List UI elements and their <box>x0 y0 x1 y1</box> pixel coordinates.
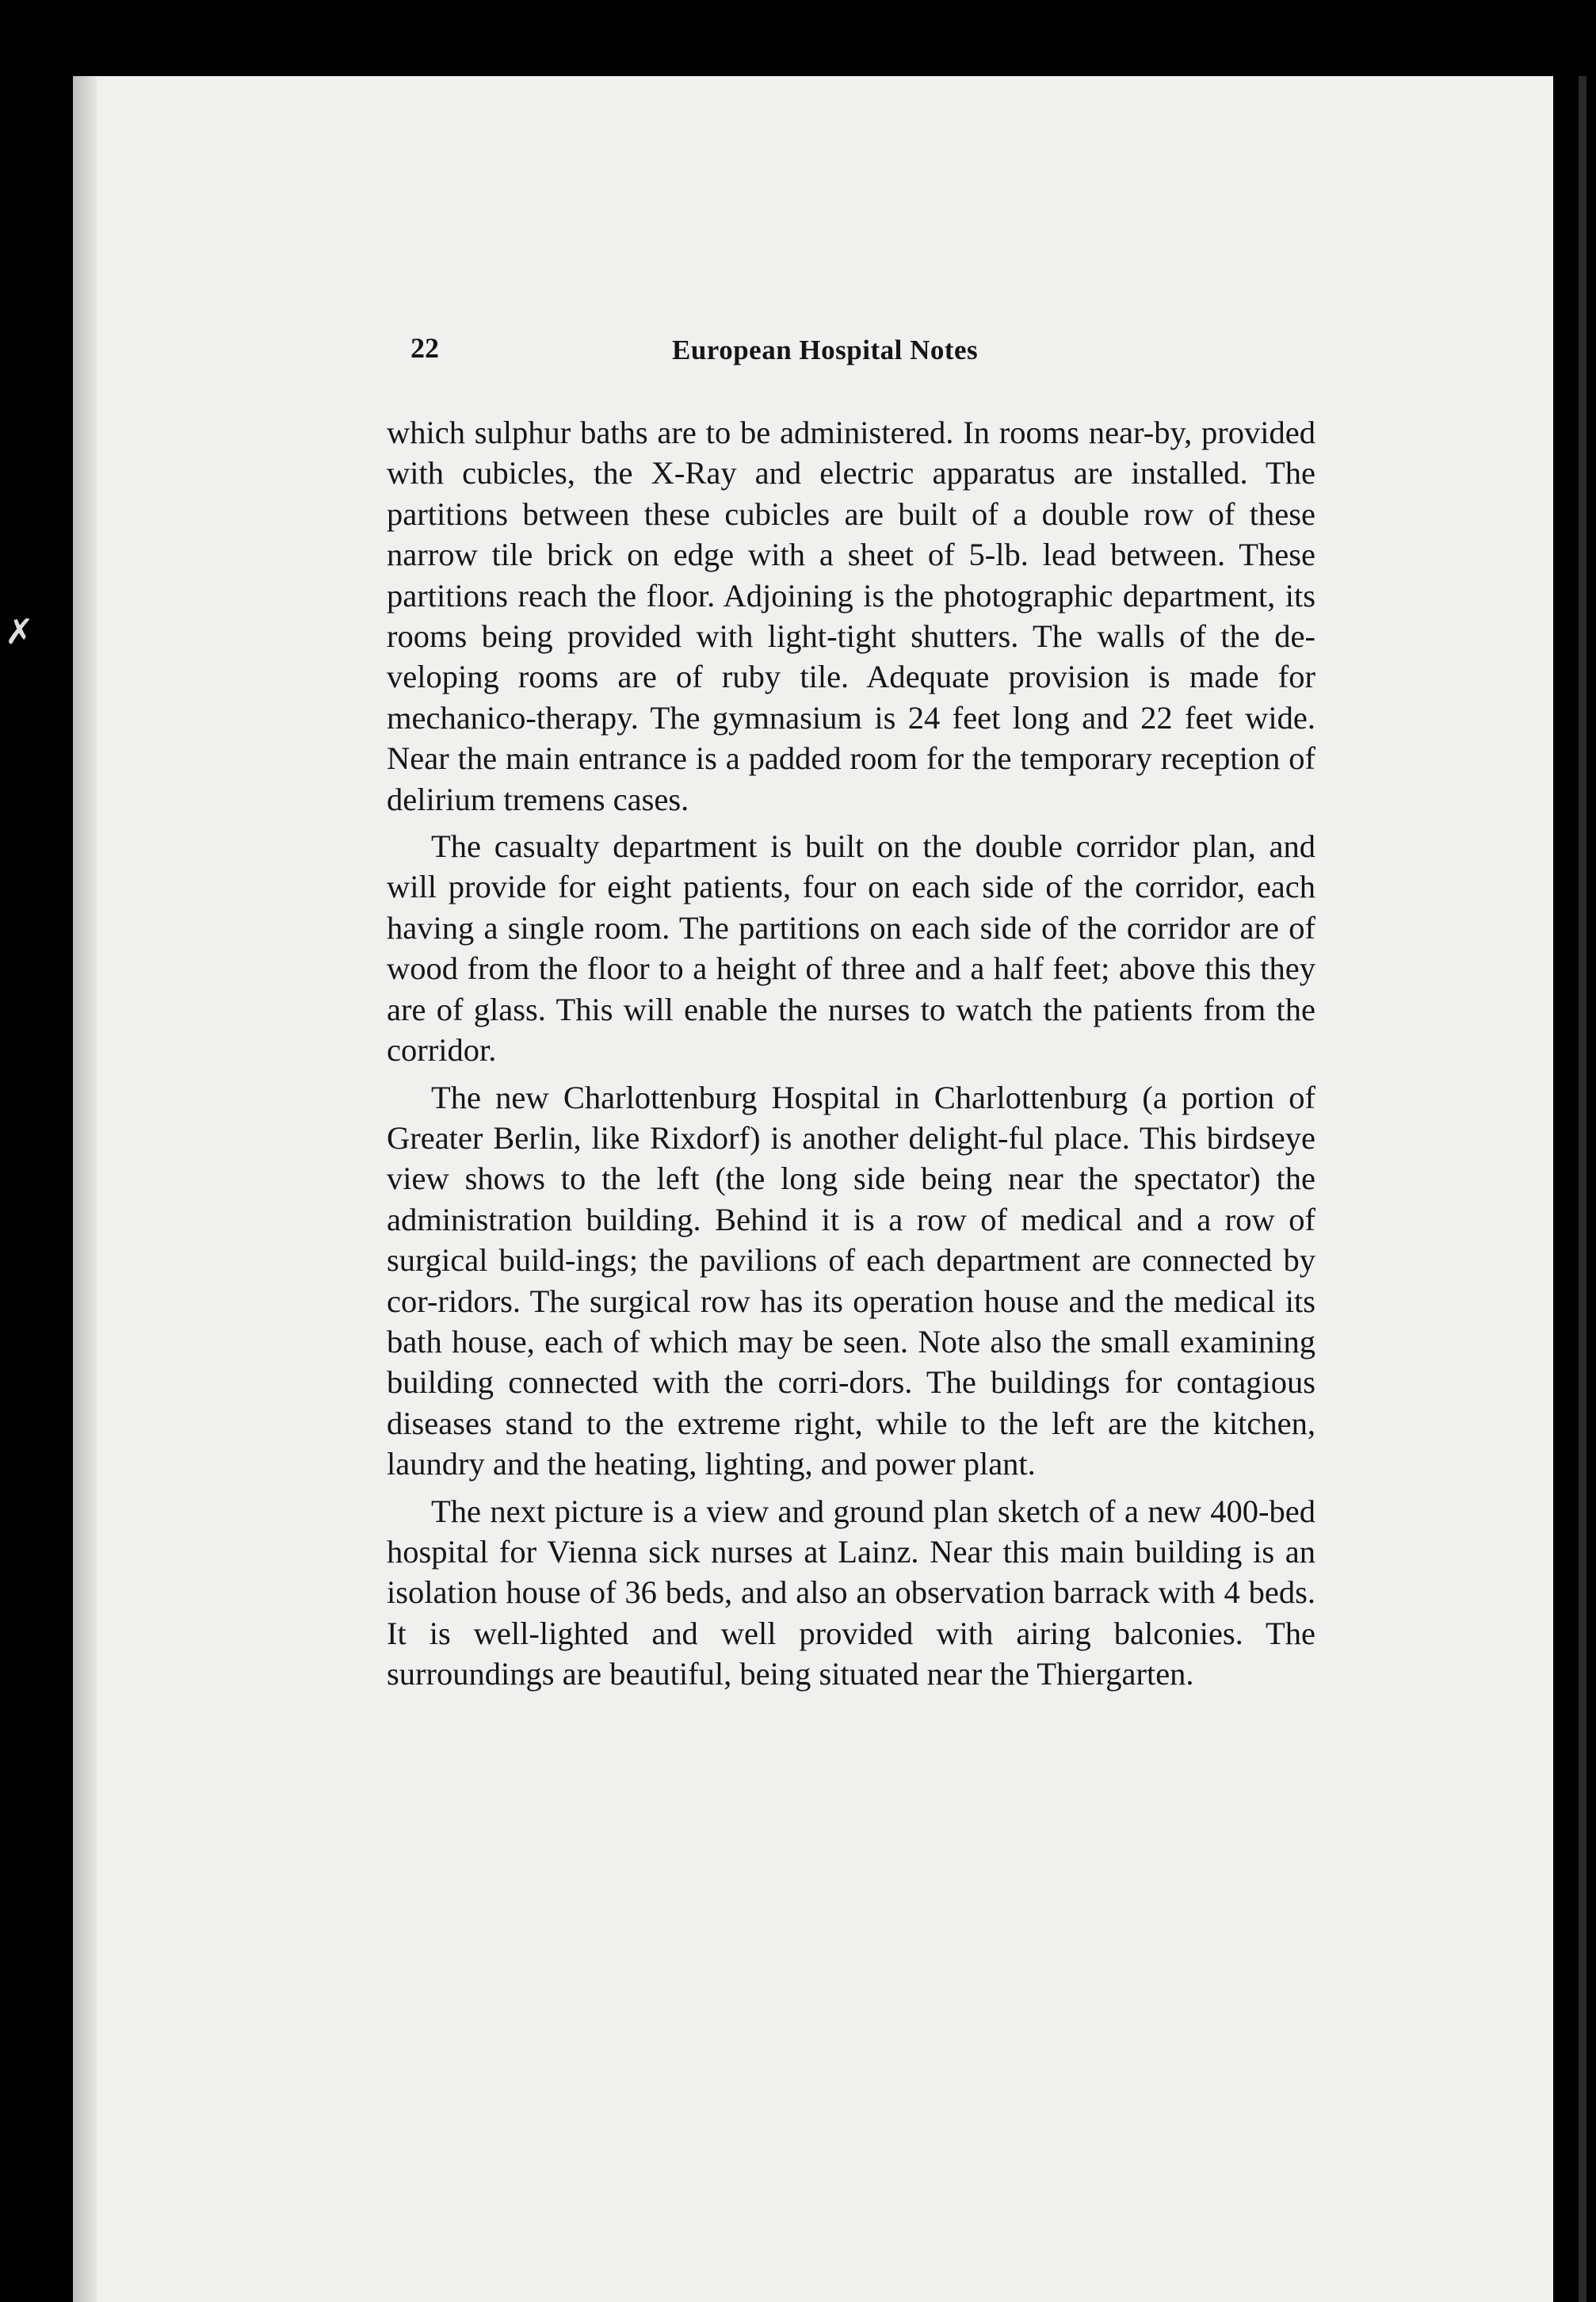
body-text <box>387 412 1315 1695</box>
paragraph: The casualty department is built on the double corridor plan, and will provide for eight patients, four on each side of the corridor, each having a single room. The partitions on each side of the corridor are of wood from the floor to a height of three and a half feet; above this they are of glass. This will enable the nurses to watch the patients from the corridor. <box>387 828 1315 1069</box>
paragraph: which sulphur baths are to be administered. In rooms near-by, provided with cubicles, the X-Ray and electric apparatus are installed. The partitions between these cubicles are built of a double row of these narrow tile brick on edge with a sheet of 5-lb. lead between. These partitions reach the floor. Adjoining is the photographic department, its rooms being provided with light-tight shutters. The walls of the de-veloping rooms are of ruby tile. Adequate provision is made for mechanico-therapy. The gymnasium is 24 feet long and 22 feet wide. Near the main entrance is a padded room for the temporary reception of delirium tremens cases. <box>387 415 1315 817</box>
margin-mark: ✗ <box>5 612 34 652</box>
adjacent-page-edge <box>1579 76 1586 2302</box>
running-title: European Hospital Notes <box>672 335 979 365</box>
page-header <box>410 331 1306 379</box>
scan-border <box>1553 76 1596 2302</box>
page-number: 22 <box>410 332 439 364</box>
paragraph: The new Charlottenburg Hospital in Charlottenburg (a portion of Greater Berlin, like Rixdorf) is another delight-ful place. This birdseye view shows to the left (the long side being near the spectator) the administration building. Behind it is a row of medical and a row of surgical build-ings; the pavilions of each department are connected by cor-ridors. The surgical row has its operation house and the medical its bath house, each of which may be seen. Note also the small examining building connected with the corri-dors. The buildings for contagious diseases stand to the extreme right, while to the left are the kitchen, laundry and the heating, lighting, and power plant. <box>387 1079 1315 1482</box>
paragraph: The next picture is a view and ground plan sketch of a new 400-bed hospital for Vienna sick nurses at Lainz. Near this main building is an isolation house of 36 beds, and also an observation barrack with 4 beds. It is well-lighted and well provided with airing balconies. The surroundings are beautiful, being situated near the Thiergarten. <box>387 1493 1315 1692</box>
